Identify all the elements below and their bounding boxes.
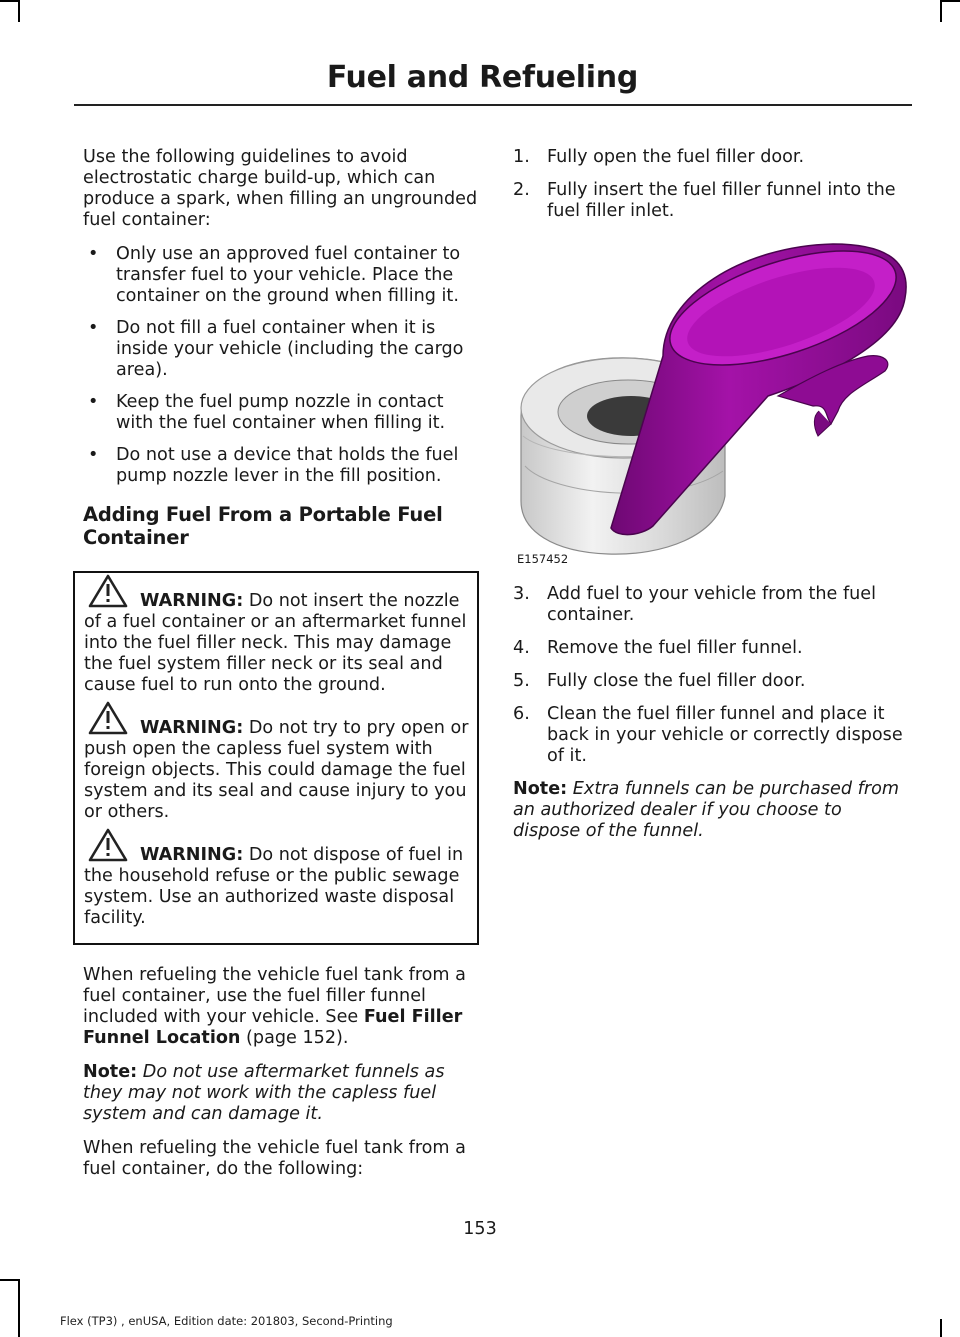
- warning-title: WARNING:: [140, 591, 244, 611]
- note-paragraph: [83, 1062, 478, 1125]
- funnel-in-filler-inlet-image: [513, 236, 911, 566]
- step-number: 4.: [513, 638, 530, 658]
- warning-triangle-icon: [84, 826, 134, 864]
- note-paragraph: [513, 779, 911, 842]
- step-text: Fully open the fuel filler door.: [547, 147, 805, 167]
- note-label: Note:: [513, 779, 568, 799]
- right-column: [513, 147, 911, 855]
- guideline-item: • Keep the fuel pump nozzle in contact with the fuel container when filling it.: [83, 392, 478, 434]
- step-number: 2.: [513, 180, 530, 200]
- step-item: [513, 180, 911, 222]
- step-number: 1.: [513, 147, 530, 167]
- footer-edition: Flex (TP3) , enUSA, Edition date: 201803, Second-Printing: [60, 1314, 393, 1328]
- steps-list: [513, 584, 911, 767]
- step-item: [513, 638, 911, 659]
- warning-text: Do not dispose of fuel in the household refuse or the public sewage system. Use an authorized waste disposal facility.: [84, 845, 464, 928]
- warning-title: WARNING:: [140, 845, 244, 865]
- crop-mark: [0, 1279, 18, 1281]
- step-item: [513, 584, 911, 626]
- warning-2: [84, 718, 470, 823]
- header-rule: [74, 104, 912, 106]
- warning-box: [73, 571, 479, 945]
- step-text: Fully insert the fuel filler funnel into the fuel filler inlet.: [547, 180, 896, 221]
- step-item: [513, 704, 911, 767]
- crop-mark: [18, 0, 20, 22]
- page-reference: (page 152).: [240, 1028, 349, 1048]
- crop-mark: [942, 0, 960, 2]
- warning-1: [84, 591, 470, 696]
- warning-3: [84, 845, 470, 929]
- guideline-item: • Do not fill a fuel container when it is inside your vehicle (including the cargo area).: [83, 318, 478, 381]
- crop-mark: [940, 1319, 942, 1337]
- step-number: 3.: [513, 584, 530, 604]
- page-title: Fuel and Refueling: [326, 60, 638, 95]
- crop-mark: [18, 1279, 20, 1337]
- step-text: Fully close the fuel filler door.: [547, 671, 806, 691]
- funnel-illustration: [513, 236, 911, 566]
- step-number: 5.: [513, 671, 530, 691]
- note-text: Extra funnels can be purchased from an authorized dealer if you choose to dispose of the funnel.: [513, 779, 899, 841]
- left-column: [83, 147, 478, 1193]
- warning-triangle-icon: [84, 699, 134, 737]
- funnel-paragraph-text: When refueling the vehicle fuel tank from a fuel container, use the fuel filler funnel included with your vehicle. See: [83, 965, 466, 1027]
- warning-text: Do not insert the nozzle of a fuel container or an aftermarket funnel into the fuel filler neck. This may damage the fuel system filler neck or its seal and cause fuel to run onto the ground.: [84, 591, 467, 695]
- section-heading: Adding Fuel From a Portable Fuel Container: [83, 503, 443, 549]
- funnel-paragraph: [83, 965, 478, 1049]
- note-label: Note:: [83, 1062, 138, 1082]
- warning-triangle-icon: [84, 572, 134, 610]
- steps-list: [513, 147, 911, 222]
- step-text: Clean the fuel filler funnel and place it back in your vehicle or correctly dispose of it.: [547, 704, 903, 766]
- cross-reference-link[interactable]: Fuel Filler Funnel Location: [83, 1007, 463, 1048]
- page-number: 153: [463, 1219, 497, 1239]
- guideline-item: • Only use an approved fuel container to transfer fuel to your vehicle. Place the container on the ground when filling it.: [83, 244, 478, 307]
- crop-mark: [0, 0, 18, 2]
- warning-text: Do not try to pry open or push open the capless fuel system with foreign objects. This could damage the fuel system and its seal and cause injury to you or others.: [84, 718, 469, 822]
- step-item: [513, 147, 911, 168]
- step-item: [513, 671, 911, 692]
- procedure-intro: When refueling the vehicle fuel tank from a fuel container, do the following:: [83, 1138, 466, 1179]
- step-number: 6.: [513, 704, 530, 724]
- figure-label: E157452: [517, 552, 569, 566]
- intro-paragraph: Use the following guidelines to avoid electrostatic charge build-up, which can produce a spark, when filling an ungrounded fuel container:: [83, 147, 478, 230]
- guideline-item: • Do not use a device that holds the fuel pump nozzle lever in the fill position.: [83, 445, 478, 487]
- step-text: Remove the fuel filler funnel.: [547, 638, 803, 658]
- note-text: Do not use aftermarket funnels as they may not work with the capless fuel system and can damage it.: [83, 1062, 445, 1124]
- crop-mark: [940, 0, 942, 22]
- guideline-list: [83, 244, 478, 487]
- warning-title: WARNING:: [140, 718, 244, 738]
- step-text: Add fuel to your vehicle from the fuel container.: [547, 584, 877, 625]
